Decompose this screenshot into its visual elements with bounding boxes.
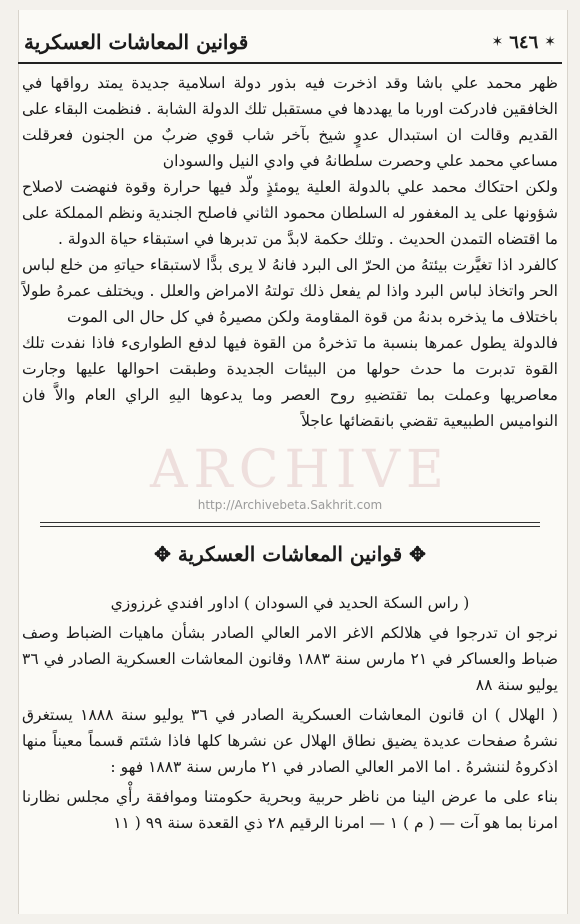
article-body-top bbox=[22, 70, 558, 434]
paragraph: ولكن احتكاك محمد علي بالدولة العلية يومئذٍ ولّد فيها حرارة وقوة فنهضت لاصلاح شؤونها على يد المغفور له السلطان محمود الثاني فاصلح الجندية ونظم المملكة على ما اقتضاه التمدن الحديث . وتلك حكمة لابدَّ من تدبرها في استبقاء حياة الدولة . bbox=[22, 178, 558, 248]
section-divider bbox=[40, 522, 540, 523]
ornament-icon: ✶ bbox=[491, 34, 504, 50]
archive-watermark: ARCHIVE bbox=[150, 440, 450, 500]
page-number-block bbox=[492, 32, 556, 53]
paragraph: بناء على ما عرض الينا من ناظر حربية وبحرية حكومتنا وموافقة رأْي مجلس نظارنا امرنا بما هو آت — ( م ) ١ — امرنا الرقيم ٢٨ ذي القعدة سنة ٩٩ ( ١١ bbox=[22, 788, 558, 832]
paragraph: ظهر محمد علي باشا وقد اذخرت فيه بذور دولة اسلامية جديدة يمتد رواقها في الخافقين فادركت اوربا ما يهددها في مستقبل تلك الدولة الشابة . فنظمت البقاء على القديم وقالت ان استبدال عدوٍ شيخ بآخر شاب قوي ضربٌ من الجنون فعرقلت مساعي محمد علي وحصرت سلطانهُ في وادي النيل والسودان bbox=[22, 74, 558, 170]
ornament-icon: ✶ bbox=[544, 34, 556, 50]
section-subtitle: ( راس السكة الحديد في السودان ) اداور افندي غرزوزي bbox=[110, 594, 470, 612]
paragraph: كالفرد اذا تغيَّرت بيئتهُ من الحرّ الى البرد فانهُ لا يرى بدًّا لاستبقاء حياتهِ من خلع لباس الحر واتخاذ لباس البرد واذا لم يفعل ذلك تولتهُ الامراض والعلل . ويختلف عمرهُ طولاً باختلاف ما يذخره بدنهُ من قوة المقاومة ولكن مصيرهُ في كل حال الى الموت bbox=[22, 256, 558, 326]
section-heading bbox=[0, 542, 580, 566]
section-divider bbox=[40, 526, 540, 527]
paragraph: نرجو ان تدرجوا في هلالكم الاغر الامر العالي الصادر بشأن ماهيات الضباط وصف ضباط والعساكر في ٢١ مارس سنة ١٨٨٣ وقانون المعاشات العسكرية الصادر في ٣٦ يوليو سنة ٨٨ bbox=[22, 624, 559, 694]
archive-url: http://Archivebeta.Sakhrit.com bbox=[197, 498, 383, 512]
page-number: ٦٤٦ bbox=[509, 31, 539, 53]
section-heading-text: قوانين المعاشات العسكرية bbox=[177, 542, 403, 566]
paragraph: فالدولة يطول عمرها بنسبة ما تذخرهُ من القوة فيها لدفع الطوارىء فاذا نفدت تلك القوة تدبرت ما حدث حولها من البيئات الجديدة وطبقت احوالها عليها وجارت معاصريها وعملت بما تقتضيهِ روح العصر وما يدعوها اليهِ الراي العام والاَّ فان النواميس الطبيعية تقضي بانقضائها عاجلاً bbox=[22, 334, 558, 430]
running-title: قوانين المعاشات العسكرية bbox=[24, 30, 249, 54]
ornament-icon: ✥ bbox=[402, 542, 426, 566]
paragraph: ( الهلال ) ان قانون المعاشات العسكرية الصادر في ٣٦ يوليو سنة ١٨٨٨ يستغرق نشرهُ صفحات عديدة يضيق نطاق الهلال عن نشرها كلها فاذا شئتم قسماً معيناً منها اذكروهُ لننشرهُ . اما الامر العالي الصادر في ٢١ مارس سنة ١٨٨٣ فهو : bbox=[22, 706, 558, 776]
article-body-bottom bbox=[22, 590, 558, 840]
ornament-icon: ✥ bbox=[154, 542, 178, 566]
page-header bbox=[18, 22, 562, 64]
